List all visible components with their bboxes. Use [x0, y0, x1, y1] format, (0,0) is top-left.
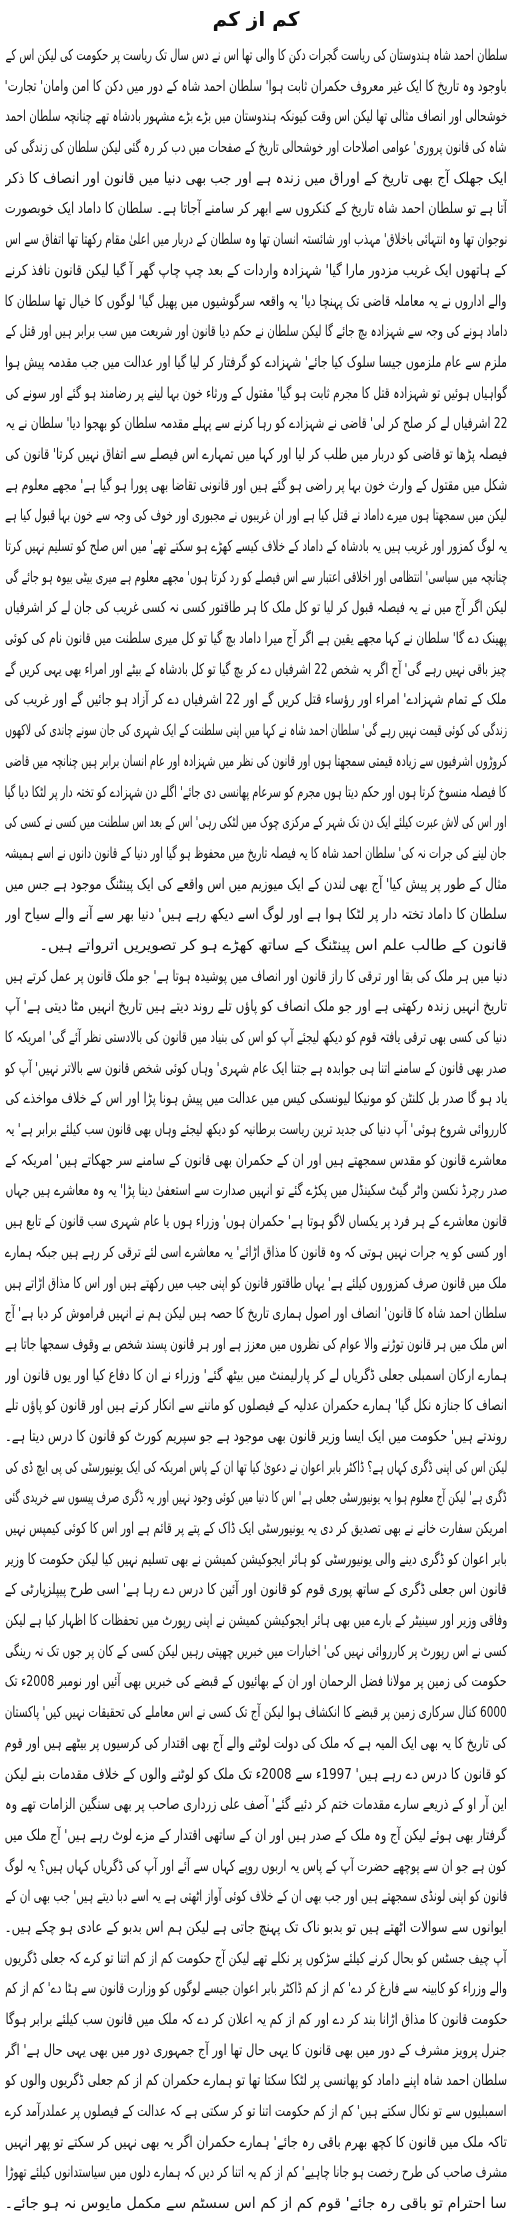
- text-line: [5, 1022, 507, 1053]
- text-line: [5, 1973, 507, 2004]
- text-line-content: امریکن سفارت خانے نے بھی تصدیق کر دی یہ یونیورسٹی ایک ڈاک کے پتے پر قائم ہے اور اس کا کوئی کیمپس نہیں: [5, 1519, 507, 1537]
- text-line: [5, 163, 507, 194]
- text-line: [5, 1820, 507, 1851]
- text-line: [5, 1666, 507, 1697]
- text-line-content: کے ہاتھوں ایک غریب مزدور مارا گیا' شہزادہ واردات کے بعد چپ چاپ گھر آ گیا لیکن قانون نافذ کرنے: [5, 260, 507, 279]
- text-line-content: لیکن اگر آج میں نے یہ فیصلہ قبول کر لیا تو کل ملک کا ہر طاقتور کسی نہ کسی غریب کی جان لے کر اشرفیاں: [5, 598, 507, 617]
- text-line-content: کی تاریخ کا یہ بھی ایک المیہ ہے کہ ملک کی دولت لوٹنے والے آج بھی اقتدار کی کرسیوں پر بیٹھے ہیں اور قوم: [5, 1733, 507, 1752]
- text-line-content: صدر رچرڈ نکسن واٹر گیٹ سکینڈل میں پکڑے گئے تو انہیں صدارت سے استعفیٰ دینا پڑا' یہ وہ معاشرے ہیں جہاں: [5, 1181, 507, 1200]
- text-line: [5, 1329, 507, 1360]
- text-line-content: سلطان احمد شاہ ہندوستان کی ریاست گجرات دکن کا والی تھا اس نے دس سال تک ریاست پر حکومت کی لیکن اس کے: [5, 46, 507, 64]
- text-line-content: زندگی کی کوئی قیمت نہیں رہے گی' سلطان احمد شاہ نے کہا میں اپنی سلطنت کے ایک شہری کی جان سونے چاندی کی لاکھوں: [5, 721, 507, 740]
- text-line: [5, 899, 507, 930]
- text-line: [5, 930, 507, 961]
- text-line-content: والے اداروں نے یہ معاملہ قاضی تک پہنچا دیا' یہ واقعہ سرگوشیوں میں پھیل گیا' لوگوں کا خیال تھا سلطان کا: [5, 291, 507, 310]
- text-line: [5, 1206, 507, 1237]
- text-line-content: چنانچہ میں سیاسی' انتظامی اور اخلاقی اعتبار سے اس فیصلے کو رد کرتا ہوں' مجھے معلوم ہے میری بیٹی بیوہ ہو جائے گی: [5, 567, 507, 586]
- text-line: [5, 316, 507, 347]
- text-line-content: صدر بھی قانون کے سامنے اتنا ہی جوابدہ ہے جتنا ایک عام شہری' وہاں کوئی شخص قانون سے بالاتر نہیں' آپ کو: [5, 1058, 507, 1077]
- text-line-content: این آر او کے ذریعے سارے مقدمات ختم کر دئیے گئے' آصف علی زرداری صاحب پر بھی سنگین الزامات تھے وہ: [5, 1795, 507, 1814]
- text-line-content: ایوانوں سے سوالات اٹھتے ہیں تو بدبو ناک تک پہنچ جاتی ہے لیکن ہم اس بدبو کے عادی ہو چکے ہیں۔: [5, 1917, 507, 1936]
- text-line: [5, 40, 507, 71]
- text-line-content: ملک میں قانون صرف کمزوروں کیلئے ہے' یہاں طاقتور قانون کو اپنی جیب میں رکھتے ہیں اور اس کا مذاق اڑاتے ہیں: [5, 1273, 507, 1292]
- text-line: [5, 1053, 507, 1084]
- text-line: [5, 1298, 507, 1329]
- text-line-content: سلطان احمد شاہ اپنے داماد کو پھانسی پر لٹکا سکتا تھا تو ہمارے حکمران کم از کم جعلی ڈگریوں والوں کو: [5, 2071, 507, 2090]
- text-line-content: کا فیصلہ منسوخ کرتا ہوں اور حکم دیتا ہوں مجرم کو سرعام پھانسی دی جائے' اگلے دن شہزادے کو تختہ دار پر لٹکا دیا گیا: [5, 782, 507, 801]
- text-line: [5, 2188, 507, 2219]
- text-line-content: دنیا میں ہر ملک کی بقا اور ترقی کا راز قانون اور انصاف میں پوشیدہ ہوتا ہے' جو ملک قانون پر عمل کرتے ہیں: [5, 966, 507, 985]
- text-line: [5, 193, 507, 224]
- text-line: [5, 439, 507, 470]
- text-line-content: گرفتار بھی ہوئے لیکن آج وہ ملک کے صدر ہیں اور ان کے ساتھی اقتدار کے مزے لوٹ رہے ہیں' آج ملک میں: [5, 1825, 507, 1844]
- text-line-content: کون ہے جو ان سے پوچھے حضرت آپ کے پاس یہ اربوں روپے کہاں سے آئے اور آپ کی ڈگریاں کہاں ہیں؟ یہ لوگ: [5, 1856, 507, 1875]
- text-line-content: تاکہ ملک میں قانون کا کچھ بھرم باقی رہ جائے' ہمارے حکمران اگر یہ بھی نہیں کر سکتے تو پھر انہیں: [5, 2132, 507, 2151]
- text-line-content: آتا ہے تو سلطان احمد شاہ تاریخ کے کنکروں سے ابھر کر سامنے آجاتا ہے۔ سلطان کا داماد ایک خوبصورت: [5, 199, 507, 218]
- text-line-content: ڈگری ہے' لیکن آج معلوم ہوا یہ یونیورسٹی جعلی ہے' اس کا دنیا میں کوئی وجود نہیں اور یہ ڈگری صرف پیسوں سے خریدی گئی: [5, 1488, 507, 1507]
- text-line: [5, 2157, 507, 2188]
- text-line-content: والے وزراء کو کابینہ سے فارغ کر دے' کم از کم ڈاکٹر بابر اعوان جیسے لوگوں کو وزارت قانون سے ہٹا دے' کم از کم: [5, 1979, 507, 1998]
- text-line: [5, 1083, 507, 1114]
- text-line: [5, 1145, 507, 1176]
- text-line: [5, 838, 507, 869]
- text-line: [5, 1912, 507, 1943]
- text-line-content: سلطان احمد شاہ کا قانون' انصاف اور اصول ہماری تاریخ کا حصہ ہیں لیکن ہم نے انہیں فراموش کر دیا ہے' آج: [5, 1304, 507, 1323]
- text-line-content: ایک جھلک آج بھی تاریخ کے اوراق میں زندہ ہے اور جب بھی دنیا میں قانون اور انصاف کا ذکر: [5, 168, 507, 187]
- text-line-content: معاشرے قانون کو مقدس سمجھتے ہیں اور ان کے حکمران بھی قانون کے سامنے سر جھکاتے ہیں' امریکہ کے: [5, 1150, 507, 1169]
- text-line: [5, 132, 507, 163]
- text-line-content: باوجود وہ تاریخ کا ایک غیر معروف حکمران ثابت ہوا' سلطان احمد شاہ کے دور میں دکن کا امن وامان' تجارت': [5, 76, 507, 95]
- text-line-content: فیصلہ پڑھا تو قاضی کو دربار میں طلب کر لیا اور کہا میں تمہارے اس فیصلے سے اتفاق نہیں کرتا' قانون کی: [5, 444, 507, 463]
- text-line: [5, 1390, 507, 1421]
- text-line-content: شکل میں مقتول کے وارث خون بہا پر راضی ہو گئے ہیں اور قانونی تقاضا بھی پورا ہو گیا ہے' مجھے معلوم ہے: [5, 475, 507, 494]
- text-line-content: ملک کے تمام شہزادے' امراء اور رؤساء قتل کریں گے اور 22 اشرفیاں دے کر آزاد ہو جائیں گے اور غریب کی: [5, 690, 507, 709]
- text-line-content: کارروائی شروع ہوئی' آپ دنیا کی جدید ترین ریاست برطانیہ کو دیکھ لیجئے وہاں بھی قانون سب کیلئے برابر ہے' یہ: [5, 1120, 507, 1139]
- text-line: [5, 1237, 507, 1268]
- text-line: [5, 1268, 507, 1299]
- text-line-content: سا احترام تو باقی رہ جائے' قوم کم از کم اس سسٹم سے مکمل مایوس نہ ہو جائے۔: [5, 2194, 507, 2213]
- text-line: [5, 1605, 507, 1636]
- text-line: [5, 1513, 507, 1544]
- text-line-content: قانون اس جعلی ڈگری کے ساتھ پوری قوم کو قانون اور آئین کا درس دے رہا ہے' اسی طرح پیپلزپارٹی کے: [5, 1580, 507, 1599]
- text-line: [5, 1544, 507, 1575]
- text-line-content: خوشحالی اور انصاف مثالی تھا لیکن اس وقت کیونکہ ہندوستان میں بڑے بڑے مشہور بادشاہ تھے چنانچہ سلطان احمد: [5, 107, 507, 126]
- text-line: [5, 1851, 507, 1882]
- text-line: [5, 2035, 507, 2066]
- text-line-content: وفاقی وزیر اور سینیٹر کے بارے میں بھی ہائر ایجوکیشن کمیشن نے اپنی رپورٹ میں تحفظات کا اظہار کیا ہے لیکن: [5, 1611, 507, 1630]
- text-line-content: یہ لوگ کمزور اور غریب ہیں یہ بادشاہ کے داماد کے خلاف کیسے کھڑے ہو سکتے تھے' میں اس صلح کو تسلیم نہیں کرتا: [5, 537, 507, 555]
- text-line: [5, 1421, 507, 1452]
- text-line-content: آپ چیف جسٹس کو بحال کرنے کیلئے سڑکوں پر نکلے تھے لیکن آج حکومت کم از کم اتنا تو کرے کہ جعلی ڈگریوں: [5, 1948, 507, 1967]
- text-line-content: قانون معاشرے کے ہر فرد پر یکساں لاگو ہوتا ہے' حکمران ہوں' وزراء ہوں یا عام شہری سب قانون کے تابع ہیں: [5, 1212, 507, 1231]
- text-line-content: گواہیاں ہوئیں تو شہزادہ قتل کا مجرم ثابت ہو گیا' مقتول کے ورثاء خون بہا لینے پر رضامند ہو گئے اور سونے کی: [5, 383, 507, 402]
- text-line: [5, 1789, 507, 1820]
- text-line-content: قانون کو اپنی لونڈی سمجھتے ہیں اور جب بھی ان کے خلاف کوئی آواز اٹھتی ہے یہ اسے دبا دیتے ہیں' جب بھی ان کے: [5, 1887, 507, 1906]
- text-line: [5, 408, 507, 439]
- text-line-content: پھینک دے گا' سلطان نے کہا مجھے یقین ہے اگر آج میرا داماد بچ گیا تو کل میری سلطنت میں قانون نام کی کوئی: [5, 629, 507, 648]
- text-line-content: دنیا کی کسی بھی ترقی یافتہ قوم کو دیکھ لیجئے آپ کو اس کی بنیاد میں قانون کی بالادستی نظر آئے گی' امریکہ کا: [5, 1028, 507, 1046]
- text-line: [5, 2096, 507, 2127]
- text-line: [5, 500, 507, 531]
- text-line-content: جان لینے کی جرات نہ کی' سلطان احمد شاہ کا یہ فیصلہ تاریخ میں محفوظ ہو گیا اور دنیا کے قانون دانوں نے اسے ہمیشہ: [5, 843, 507, 862]
- text-line: [5, 777, 507, 808]
- text-line: [5, 71, 507, 102]
- text-line: [5, 224, 507, 255]
- text-line: [5, 654, 507, 685]
- text-line: [5, 961, 507, 992]
- text-line: [5, 2004, 507, 2035]
- text-line: [5, 1574, 507, 1605]
- text-line: [5, 562, 507, 593]
- text-line: [5, 1728, 507, 1759]
- text-line: [5, 286, 507, 317]
- text-line-content: اور اس کی لاش عبرت کیلئے ایک دن تک شہر کے مرکزی چوک میں لٹکی رہی' اس کے بعد اس سلطنت میں کسی نے کسی کی: [5, 813, 507, 832]
- text-line: [5, 623, 507, 654]
- text-line: [5, 869, 507, 900]
- column-title: کم از کم: [212, 7, 300, 31]
- text-line: [5, 746, 507, 777]
- text-line: [5, 1175, 507, 1206]
- text-line-content: کسی نے اس رپورٹ پر کارروائی نہیں کی' اخبارات میں خبریں چھپتی رہیں لیکن کسی کے کان پر جوں تک نہ رینگی: [5, 1641, 507, 1660]
- text-line-content: قانون کے طالب علم اس پینٹنگ کے ساتھ کھڑے ہو کر تصویریں اترواتے ہیں۔: [39, 935, 507, 954]
- text-line: [5, 1452, 507, 1483]
- text-line-content: لیکن میں سمجھتا ہوں میرے داماد نے قتل کیا ہے اور ان غریبوں نے مجبوری اور خوف کی وجہ سے خون بہا قبول کیا ہے: [5, 506, 507, 525]
- text-line-content: یاد ہو گا صدر بل کلنٹن کو مونیکا لیونسکی کیس میں عدالت میں پیش ہونا پڑا اور اس کے خلاف مواخذے کی: [5, 1089, 507, 1108]
- text-line-content: حکومت کی زمین پر مولانا فضل الرحمان اور ان کے بھائیوں کے قبضے کی خبریں بھی آئیں اور نومبر 2008ء تک: [5, 1672, 507, 1691]
- text-line: [5, 347, 507, 378]
- text-line: [5, 1482, 507, 1513]
- text-line: [5, 1943, 507, 1974]
- text-line: [5, 715, 507, 746]
- text-line-content: 22 اشرفیاں لے کر صلح کر لی' قاضی نے شہزادے کو رہا کرنے سے پہلے مقدمہ سلطان کو بھجوا دیا' سلطان نے یہ: [5, 414, 507, 433]
- text-line-content: نوجوان تھا وہ انتہائی باخلاق' مہذب اور شائستہ انسان تھا وہ سلطان کے دربار میں اعلیٰ مقام رکھتا تھا اتفاق سے اس: [5, 230, 507, 249]
- text-line-content: سلطان کا داماد تختہ دار پر لٹکا ہوا ہے اور لوگ اسے دیکھ رہے ہیں' دنیا بھر سے آنے والے سیاح اور: [5, 905, 507, 924]
- text-line: [5, 991, 507, 1022]
- text-line: [5, 531, 507, 562]
- text-line-content: جنرل پرویز مشرف کے دور میں بھی قانون کا یہی حال تھا اور آج جمہوری دور میں بھی یہی حال ہے' اگر: [5, 2040, 507, 2059]
- text-line-content: حکومت قانون کا مذاق اڑانا بند کر دے اور کم از کم یہ اعلان کر دے کہ ملک میں قانون سب کیلئے برابر ہوگا: [5, 2010, 507, 2028]
- text-line: [5, 470, 507, 501]
- text-line-content: روندتے ہیں' حکومت میں ایک ایسا وزیر قانون بھی موجود ہے جو سپریم کورٹ کو قانون کا درس دیتا ہے۔: [5, 1426, 507, 1445]
- text-line-content: شاہ کی قانون پروری' عوامی اصلاحات اور خوشحالی تاریخ کے صفحات میں دب کر رہ گئی لیکن سلطان کی زندگی کی: [5, 138, 507, 157]
- text-line: [5, 1697, 507, 1728]
- text-line-content: داماد ہونے کی وجہ سے شہزادہ بچ جائے گا لیکن سلطان نے حکم دیا قانون اور شریعت میں سب برابر ہیں اور قتل کے: [5, 322, 507, 341]
- text-line: [5, 2127, 507, 2158]
- column-body: [5, 40, 507, 2219]
- text-line: [5, 378, 507, 409]
- text-line: [5, 807, 507, 838]
- text-line: [5, 255, 507, 286]
- text-line: [5, 2065, 507, 2096]
- text-line-content: تاریخ انہیں زندہ رکھتی ہے اور جو ملک انصاف کو پاؤں تلے روند دیتے ہیں تاریخ انہیں مٹا دیتی ہے' آپ: [5, 997, 507, 1016]
- text-line-content: ملزم سے عام ملزموں جیسا سلوک کیا جائے' شہزادے کو گرفتار کر لیا گیا اور عدالت میں جب مقدمہ پیش ہوا: [5, 352, 507, 371]
- text-line-content: اس ملک میں ہر قانون توڑنے والا عوام کی نظروں میں معزز ہے اور ہر قانون پسند شخص بے وقوف سمجھا جاتا ہے: [5, 1334, 507, 1353]
- text-line: [5, 1636, 507, 1667]
- text-line-content: ہمارے ارکان اسمبلی جعلی ڈگریاں لے کر پارلیمنٹ میں بیٹھ گئے' وزراء نے ان کا دفاع کیا اور یوں قانون اور: [5, 1365, 507, 1384]
- text-line: [5, 1114, 507, 1145]
- text-line-content: چیز باقی نہیں رہے گی' آج اگر یہ شخص 22 اشرفیاں دے کر بچ گیا تو کل بادشاہ کے بیٹے اور امراء بھی یہی کریں گے: [5, 659, 507, 678]
- text-line-content: انصاف کا جنازہ نکل گیا' ہمارے حکمران عدلیہ کے فیصلوں کو ماننے سے انکار کرتے ہیں اور قانون کو پاؤں تلے: [5, 1396, 507, 1415]
- text-line-content: کو قانون کا درس دے رہے ہیں' 1997ء سے 2008ء تک ملک کو لوٹنے والوں کے خلاف مقدمات بنے لیکن: [5, 1764, 507, 1783]
- text-line: [5, 684, 507, 715]
- text-line-content: کروڑوں اشرفیوں سے زیادہ قیمتی سمجھتا ہوں اور قانون کی نظر میں شہزادہ اور عام انسان برابر ہیں چنانچہ میں قاضی: [5, 751, 507, 770]
- text-line-content: 6000 کنال سرکاری زمین پر قبضے کا انکشاف ہوا لیکن آج تک کسی نے اس معاملے کی تحقیقات نہیں کیں' پاکستان: [5, 1703, 507, 1722]
- text-line: [5, 1360, 507, 1391]
- text-line: [5, 1759, 507, 1790]
- text-line-content: لیکن اس کی اپنی ڈگری کہاں ہے؟ ڈاکٹر بابر اعوان نے دعویٰ کیا تھا ان کے پاس امریکہ کی ایک یونیورسٹی کی پی ایچ ڈی کی: [5, 1457, 507, 1476]
- text-line-content: بابر اعوان کو ڈگری دینے والی یونیورسٹی کو ہائر ایجوکیشن کمیشن نے بھی تسلیم نہیں کیا لیکن حکومت کا وزیر: [5, 1549, 507, 1568]
- text-line-content: مثال کے طور پر پیش کیا' آج بھی لندن کے ایک میوزیم میں اس واقعے کی ایک پینٹنگ موجود ہے جس میں: [5, 874, 507, 893]
- text-line-content: اسمبلیوں سے تو نکال سکتے ہیں' کم از کم حکومت اتنا تو کر سکتی ہے کہ عدالت کے فیصلوں پر عملدرآمد کرے: [5, 2102, 507, 2121]
- text-line-content: اور کسی کو یہ جرات نہیں ہوتی کہ وہ قانون کا مذاق اڑائے' یہ معاشرے اسی لئے ترقی کر رہے ہیں جبکہ ہمارے: [5, 1242, 507, 1261]
- text-line: [5, 101, 507, 132]
- text-line: [5, 1881, 507, 1912]
- text-line: [5, 592, 507, 623]
- text-line-content: مشرف صاحب کی طرح رخصت ہو جانا چاہیے' کم از کم یہ اتنا کر دیں کہ ہمارے دلوں میں سیاستدانوں کیلئے تھوڑا: [5, 2163, 507, 2182]
